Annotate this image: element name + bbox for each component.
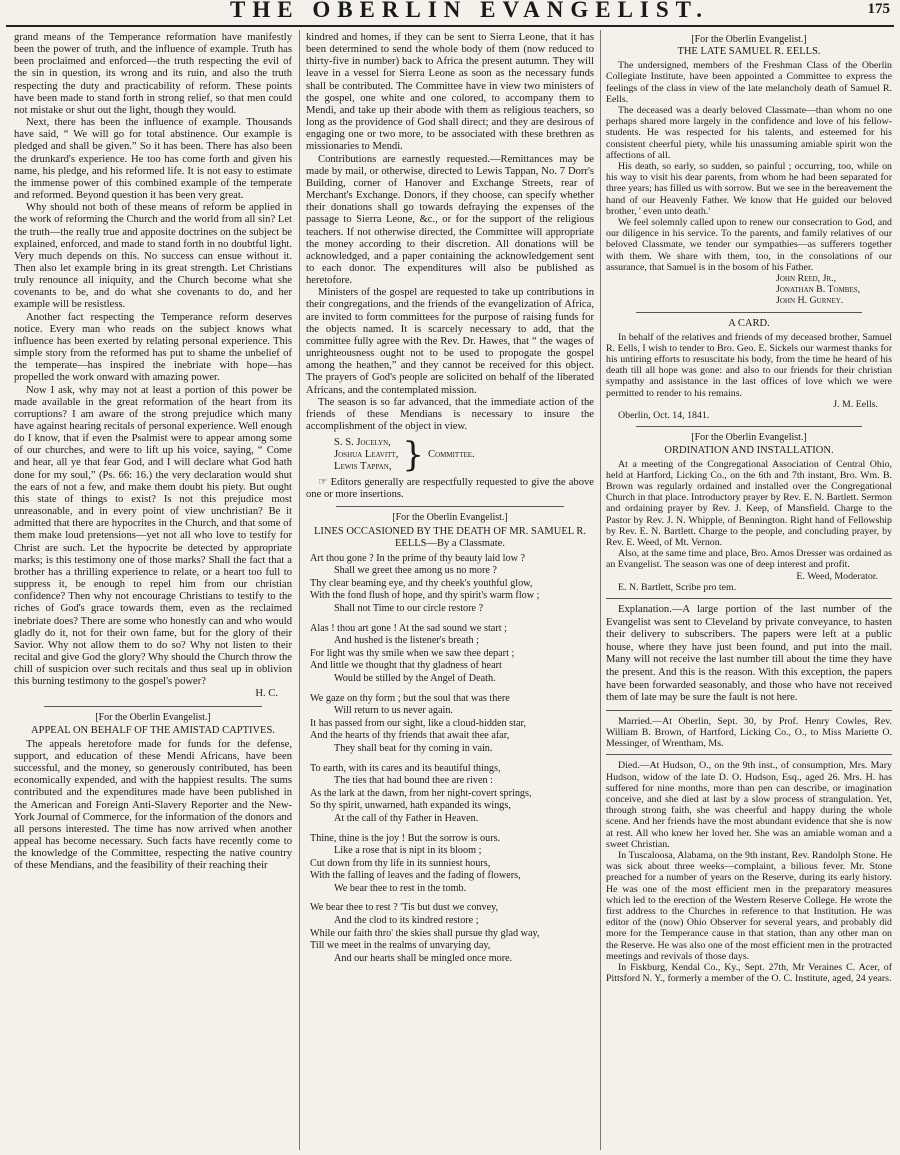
article-paragraph: The undersigned, members of the Freshman Class of the Oberlin Collegiate Institute, have been appointed a Committee to express the feelings of the class in view of the late melancholy death of Samuel R. Eells. xyxy=(606,60,892,105)
section-divider xyxy=(44,706,262,707)
section-divider xyxy=(606,754,892,755)
article-paragraph: Another fact respecting the Temperance reform deserves notice. Every man who reads on the subject knows what influence has been exerted by relating personal experience. This simple story from the reformed has put to shame the unbelief of the temperate—has inspired the inebriate with hope—has propelled the work onward with amazing power. xyxy=(14,311,292,384)
column-divider xyxy=(600,30,601,1150)
card-signature: J. M. Eells. xyxy=(833,398,878,410)
author-signature: H. C. xyxy=(255,688,278,700)
signatory: Jonathan B. Tombes, xyxy=(776,284,861,296)
poem-line: Shall not Time to our circle restore ? xyxy=(334,603,484,614)
death-notice: In Fiskburg, Kendal Co., Ky., Sept. 27th, Mr Veraines C. Acer, of Pittsford N. Y., formerly a member of the O. C. Institute, aged, 24 years. xyxy=(606,961,892,985)
poem-line: Thine, thine is the joy ! But the sorrow is ours. xyxy=(310,832,501,844)
committee-member: Lewis Tappan, xyxy=(334,461,392,473)
committee-signatures xyxy=(334,435,594,476)
signatory: John Reed, Jr., xyxy=(776,273,837,285)
poem-line: As the lark at the dawn, from her night-covert springs, xyxy=(310,787,532,799)
poem-line: Will return to us never again. xyxy=(334,705,453,717)
poem-line: And the hearts of thy friends that await thee afar, xyxy=(310,730,510,742)
article-heading: THE LATE SAMUEL R. EELLS. xyxy=(677,46,821,58)
column-3 xyxy=(606,32,892,1147)
section-divider xyxy=(336,506,564,507)
newspaper-title: THE OBERLIN EVANGELIST. xyxy=(230,0,710,22)
stanza-break xyxy=(306,686,594,693)
poem xyxy=(306,553,594,966)
column-divider xyxy=(299,30,300,1150)
source-credit: [For the Oberlin Evangelist.] xyxy=(691,34,807,45)
poem-line: At the call of thy Father in Heaven. xyxy=(334,812,479,824)
section-divider xyxy=(606,710,892,711)
article-paragraph: Now I ask, why may not at least a portion of this power be made available in the great reformation of the heart from its corruptions? I am aware of the strong prejudice which many have against hearing recitals of personal experience. Well enough do I know, that if even the Psalmist were to appear among some of our churches, and were to lift up his voice, saying, “ Come and hear, all ye that fear God, and I will declare what God hath done for my soul,” (Ps. 66: 16.) the very declaration would shut the ears of not a few, and make them doubt his piety. But ought this state of things to exist? Is not this prejudice most unreasonable, and in every point of view unchristian? Be it admitted that there are hypocrites in the Church, and that some of them make loud pretensions—yet not all who love to testify for Christ are such. Let the hypocrite be detected by appropriate marks; is this testimony one of those marks? Shall the fact that a brother has a thrilling experience to relate, or a heart too full to suppress it, be enough to repel him from our christian confidence? Then why not encourage Christians to testify to the riches of God's grace towards them, even as the reclaimed inebriate does? There are some who honestly can and who would gladly do it, not for their own fame, but for the glory of their Savior. Why not allow them to do so? Why not listen to their recital and give God the glory? Why should the Church throw the chill of suspicion over such recitals and thus seal up in oblivion this burning testimony to the gospel's power? xyxy=(14,384,292,688)
poem-line: They shall beat for thy coming in vain. xyxy=(334,742,493,754)
article-paragraph: At a meeting of the Congregational Association of Central Ohio, held at Hartford, Licking Co., on the 6th and 7th instant, Bro. Wm. B. Brown was regularly ordained and installed over the Congregational Church in that place. Introductory prayer by Rev. E. N. Bartlett. Sermon and ordaining prayer by Rev. J. Keep, of Mansfield. Charge to the Pastor by Rev. J. N. Whipple, of Bennington. Right hand of Fellowship by Rev. E. N. Bartlett. Charge to the people, and concluding prayer, by Rev. E. Weed, of Mt. Vernon. xyxy=(606,458,892,548)
source-credit: [For the Oberlin Evangelist.] xyxy=(392,512,508,524)
article-paragraph: We feel solemnly called upon to renew our consecration to God, and our diligence in his service. To the parents, and family relatives of our beloved Classmate, we tender our sympathies—as sufferers together with them. We share with them, too, in the consolations of our assurance, that Samuel is in the bosom of his Father. xyxy=(606,217,892,273)
header-rule xyxy=(6,25,894,27)
source-credit: [For the Oberlin Evangelist.] xyxy=(95,711,211,723)
article-paragraph: Ministers of the gospel are requested to take up contributions in their congregations, and the friends of the evangelization of Africa, are invited to form committees for the purpose of raising funds for the objects named. It is scarcely necessary to add, that the committee fully agree with the Rev. Dr. Hawes, that “ the wages of unrighteousness ought not to be used to propogate the gospel among the heathen,” and they cannot be received for this object. The prayers of God's people are solicited on behalf of the liberated Africans, and the contemplated mission. xyxy=(306,287,594,396)
poem-line: With the falling of leaves and the fading of flowers, xyxy=(310,870,521,882)
card-dateline: Oberlin, Oct. 14, 1841. xyxy=(618,410,710,422)
poem-line: With the fond flush of hope, and thy spirit's warm flow ; xyxy=(310,590,540,602)
article-paragraph: In behalf of the relatives and friends of my deceased brother, Samuel R. Eells, I wish to tender to Bro. Geo. E. Sickels our warmest thanks for his untiring efforts to resuscitate his body, from the time he heard of his death till all hope was gone: and also to our friends for their christian sympathy and assistance in the last offices of love which we were permitted to render to his remains. xyxy=(606,331,892,399)
column-1 xyxy=(14,32,292,1147)
signatory: John H. Gurney. xyxy=(776,295,844,307)
poem-line: We gaze on thy form ; but the soul that was there xyxy=(310,692,510,704)
poem-line: For light was thy smile when we saw thee depart ; xyxy=(310,647,515,659)
committee-member: Joshua Leavitt, xyxy=(334,449,399,461)
poem-line: And little we thought that thy gladness of heart xyxy=(310,660,502,672)
moderator-signature: E. Weed, Moderator. xyxy=(796,570,878,582)
article-paragraph: grand means of the Temperance reformation have manifestly been the power of truth, and the influence of example. Truth has been proclaimed and enforced—the truth respecting the evil of the sin in question, its wrong and its ruin, and also the truth respecting the duty and practicability of reform. These points have been made to stand forth in strong relief, so that men could not mistake or shut out the light, though they would. xyxy=(14,32,292,116)
poem-line: Alas ! thou art gone ! At the sad sound we start ; xyxy=(310,622,507,634)
brace-glyph: } xyxy=(402,435,425,476)
death-notice: Died.—At Hudson, O., on the 9th inst., of consumption, Mrs. Mary Hudson, widow of the late D. O. Hudson, Esq., aged 26. Mrs. H. has suffered for nine months, more than pen can describe, or imagination conceive, and she died at last by a slow process of strangulation. Yet, through strong faith, she was cheerful and happy during the whole scene. And her friends have the most abundant evidence that she is now at rest. All who knew her loved her. She was an amiable woman and a sweet Christian. xyxy=(606,760,892,850)
death-notice: In Tuscaloosa, Alabama, on the 9th instant, Rev. Randolph Stone. He was sick about three weeks—complaint, a bilious fever. Mr. Stone preached for a number of years on the Reserve, during its early history. He was one of the most efficient men in the preparatory measures which led to the erection of the Western Reserve College. He wrote the first address to the Churches in reference to that Institution. He was editor of the (now) Ohio Observer for several years, and probably did more for the Temperance cause in that station, than any other man on the Reserve. He was also one of the most efficient men in the protracted meetings and revivals of those days. xyxy=(606,849,892,962)
stanza-break xyxy=(306,756,594,763)
article-paragraph: The appeals heretofore made for funds for the defense, support, and education of these Mendi Africans, have been successful, and the money, so generously contributed, has been economically expended, and with the happiest results. The sums contributed and the expenditures made have been published in the American and Foreign Anti-Slavery Reporter and the New-York Journal of Commerce, for the information of the donors and all persons interested. The time has now arrived when another appeal has become necessary. Such facts have recently come to the knowledge of the Committee, respecting the native country of these Mendians, and the feasibility of their reaching their xyxy=(14,738,292,872)
article-paragraph: The season is so far advanced, that the immediate action of the friends of these Mendians is necessary to insure the accomplishment of the object in view. xyxy=(306,396,594,432)
poem-line: Thy clear beaming eye, and thy cheek's youthful glow, xyxy=(310,577,533,589)
article-heading: ORDINATION AND INSTALLATION. xyxy=(664,444,834,456)
poem-line: Shall we greet thee among us no more ? xyxy=(334,565,497,577)
poem-line: Would be stilled by the Angel of Death. xyxy=(334,672,496,684)
committee-signatures xyxy=(606,273,892,307)
card-heading: A CARD. xyxy=(728,317,770,329)
article-paragraph: Why should not both of these means of reform be applied in the work of reforming the Church and the world from all sin? Let the truth—the really true and apposite doctrines on the subject be explained, enforced, and made to stand forth in no doubtful light. Very much depends on this. No success can ensue without it. Then also let example bring in its great strength. Let Christians truly renounce all iniquity, and the Church become what she covenants to be, and do what she covenants to do, and her example will be resistless. xyxy=(14,202,292,311)
stanza-break xyxy=(306,895,594,902)
poem-line: So thy spirit, unwarned, hath expanded its wings, xyxy=(310,800,511,812)
poem-line: Cut down from thy life in its sunniest hours, xyxy=(310,857,491,869)
article-paragraph: Also, at the same time and place, Bro. Amos Dresser was ordained as an Evangelist. The season was one of deep interest and profit. xyxy=(606,548,892,571)
poem-line: To earth, with its cares and its beautiful things, xyxy=(310,762,501,774)
source-credit: [For the Oberlin Evangelist.] xyxy=(691,432,807,444)
poem-line: Art thou gone ? In the prime of thy beauty laid low ? xyxy=(310,552,526,564)
scribe-signature: E. N. Bartlett, Scribe pro tem. xyxy=(618,581,737,593)
article-paragraph: The deceased was a dearly beloved Classmate—than whom no one perhaps shared more largely in the confidence and love of his fellow-students. He was respected for his talents, and esteemed for his consistent cheerful piety, while his unassuming amiable spirit won the affections of all. xyxy=(606,105,892,161)
committee-member: S. S. Jocelyn, xyxy=(334,437,391,449)
poem-line: And our hearts shall be mingled once more. xyxy=(334,952,513,964)
poem-line: We bear thee to rest in the tomb. xyxy=(334,882,467,894)
explanation-notice: Explanation.—A large portion of the last number of the Evangelist was sent to Cleveland by private conveyance, to hasten their delivery to subscribers. The papers were left at a public house, where they have just been found, and put into the mail. Many will not receive the last number till about the time they have the present. And this is the reason. With this exception, the papers have been forwarded seasonably, and those who have not received them of late may be sure the fault is not here. xyxy=(606,603,892,704)
page-number: 175 xyxy=(867,1,890,17)
stanza-break xyxy=(306,826,594,833)
editor-notice: ☞ Editors generally are respectfully requested to give the above one or more insertions. xyxy=(306,477,594,501)
poem-line: While our faith thro' the skies shall pursue thy glad way, xyxy=(310,927,540,939)
poem-line: Till we meet in the realms of unvarying day, xyxy=(310,940,491,952)
article-heading: APPEAL ON BEHALF OF THE AMISTAD CAPTIVES. xyxy=(31,724,275,736)
poem-line: It has passed from our sight, like a cloud-hidden star, xyxy=(310,717,527,729)
stanza-break xyxy=(306,616,594,623)
section-divider xyxy=(636,312,862,313)
poem-line: And the clod to its kindred restore ; xyxy=(334,915,479,927)
article-paragraph: His death, so early, so sudden, so painful ; occurring, too, while on his way to visit his dear parents, from whom he had been separated for three years; has filled us with sorrow. But we see in the bereavement the hand of our Heavenly Father. We know that He guided our beloved brother, ' even unto death.' xyxy=(606,161,892,217)
marriage-notice: Married.—At Oberlin, Sept. 30, by Prof. Henry Cowles, Rev. William B. Brown, of Hartford, Licking Co., O., to Miss Mariette O. Messinger, of Wrentham, Ms. xyxy=(606,715,892,750)
poem-line: And hushed is the listener's breath ; xyxy=(334,635,479,647)
section-divider xyxy=(636,426,862,427)
masthead xyxy=(0,0,900,26)
article-paragraph: kindred and homes, if they can be sent to Sierra Leone, that it has been determined to send the whole body of them (now reduced to thirty-five in number) back to Africa the present autumn. They will leave in a vessel for Sierra Leone as soon as the necessary funds shall be contributed. The Committee have in view two ministers of the gospel, one white and one colored, to accompany them to Mendi, and take up their abode with them as religious teachers, so long as the providence of God shall direct; and they are desirous of engaging one or two more, to be associated with these brethren as missionaries to Mendi. xyxy=(306,32,594,153)
article-paragraph: Next, there has been the influence of example. Thousands have said, “ We will go for total abstinence. Our example is pledged and shall be given.” So it has been. There has also been the drunkard's experience. He too has come forth and given his name, his pledge, and his reformed life. It is not easy to estimate the immense power of this combined example of the temperate and reformed. Beyond question it has been very great. xyxy=(14,117,292,202)
poem-line: We bear thee to rest ? 'Tis but dust we convey, xyxy=(310,902,499,914)
poem-heading: LINES OCCASIONED BY THE DEATH OF MR. SAMUEL R. EELLS—By a Classmate. xyxy=(313,525,587,549)
article-paragraph: Contributions are earnestly requested.—Remittances may be made by mail, or otherwise, directed to Lewis Tappan, No. 7 Dorr's Building, corner of Hanover and Exchange Streets, rear of Merchant's Exchange. Donors, if they choose, can specify whether their donations shall go towards defraying the expenses of the passage to Sierra Leone, &c., or for the support of the religious teachers. If not otherwise directed, the Committee will appropriate the money according to their discretion. All donations will be acknowledged, and a paper containing the acknowledgement sent to each donor. The expenditures will also be published as heretofore. xyxy=(306,153,594,287)
committee-label: Committee. xyxy=(428,449,475,461)
column-2 xyxy=(306,32,594,1147)
poem-line: Like a rose that is nipt in its bloom ; xyxy=(334,845,482,857)
section-divider xyxy=(606,598,892,599)
poem-line: The ties that had bound thee are riven : xyxy=(334,775,493,787)
